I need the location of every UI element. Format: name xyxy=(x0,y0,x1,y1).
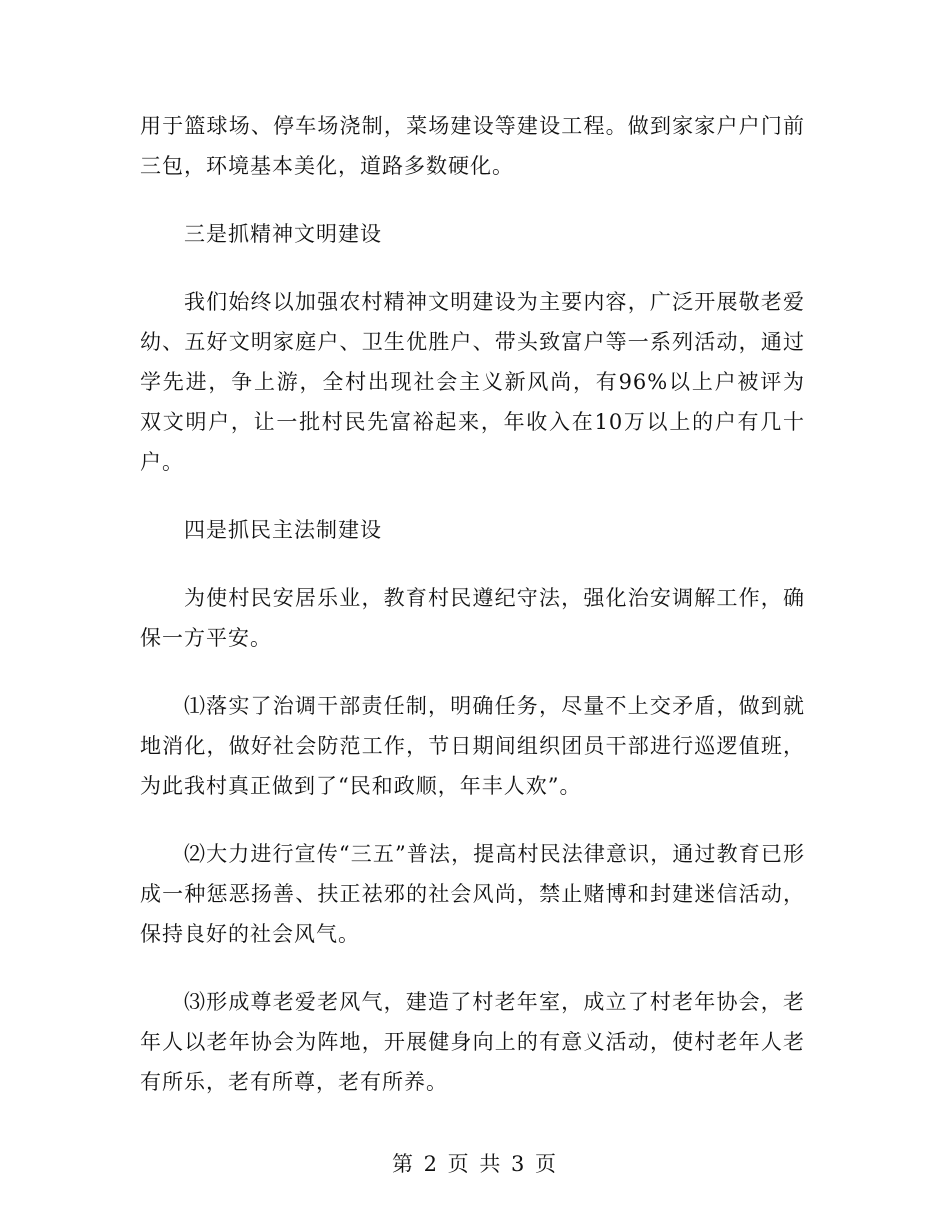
list-item-2: ⑵大力进行宣传“三五”普法，提高村民法律意识，通过教育已形成一种惩恶扬善、扶正祛邪的社会风尚，禁止赌博和封建迷信活动，保持良好的社会风气。 xyxy=(140,842,805,946)
page-body xyxy=(140,106,805,1130)
paragraph-democracy-legal-intro: 为使村民安居乐业，教育村民遵纪守法，强化治安调解工作，确保一方平安。 xyxy=(140,586,805,650)
section-heading-spiritual-civilization: 三是抓精神文明建设 xyxy=(184,222,382,246)
page-number-footer: 第 2 页 共 3 页 xyxy=(391,1152,559,1176)
list-item-3: ⑶形成尊老爱老风气，建造了村老年室，成立了村老年协会，老年人以老年协会为阵地，开展健身向上的有意义活动，使村老年人老有所乐，老有所尊，老有所养。 xyxy=(140,990,805,1094)
paragraph-continuation: 用于篮球场、停车场浇制，菜场建设等建设工程。做到家家户户门前三包，环境基本美化，道路多数硬化。 xyxy=(140,114,805,178)
paragraph-spiritual-civilization: 我们始终以加强农村精神文明建设为主要内容，广泛开展敬老爱幼、五好文明家庭户、卫生优胜户、带头致富户等一系列活动，通过学先进，争上游，全村出现社会主义新风尚，有96%以上户被评为双文明户，让一批村民先富裕起来，年收入在10万以上的户有几十户。 xyxy=(140,290,805,474)
list-item-1: ⑴落实了治调干部责任制，明确任务，尽量不上交矛盾，做到就地消化，做好社会防范工作，节日期间组织团员干部进行巡逻值班，为此我村真正做到了“民和政顺，年丰人欢”。 xyxy=(140,694,805,798)
section-heading-democracy-legal: 四是抓民主法制建设 xyxy=(184,518,382,542)
